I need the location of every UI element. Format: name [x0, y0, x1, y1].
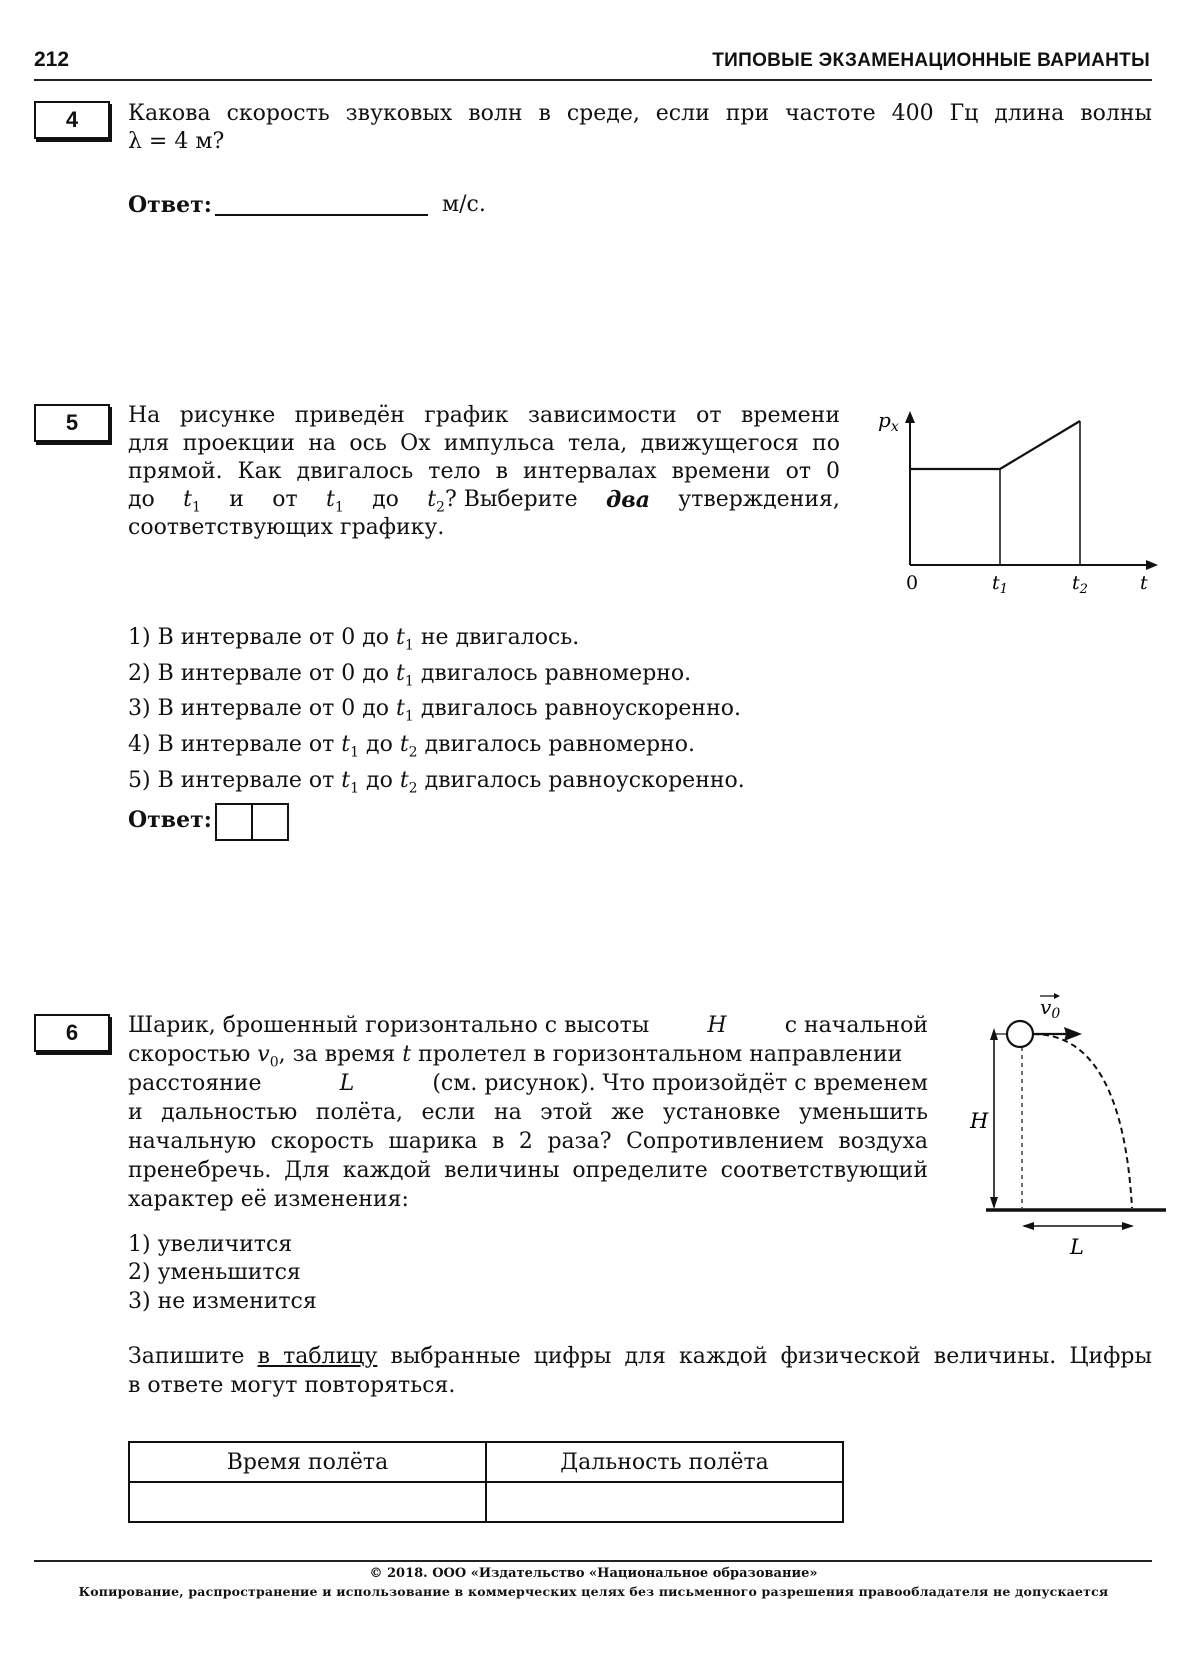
q5-answer-cell-2[interactable] — [251, 803, 289, 841]
subscript: 1 — [334, 499, 344, 516]
emphasis-two: два — [605, 487, 650, 513]
q5-answer-label: Ответ: — [128, 807, 212, 833]
list-item: 3) В интервале от 0 до $t_1$ двигалось равноускоренно. — [128, 696, 741, 725]
q4-unit: м/с. — [442, 192, 486, 217]
q6-text-line3 — [128, 1070, 928, 1099]
q5-text-line5: соответствующих графику. — [128, 515, 445, 540]
copyright-notice: Копирование, распространение и использование в коммерческих целях без письменного разрешения правообладателя не допускается — [78, 1584, 1109, 1599]
variable-v0: v — [257, 1042, 270, 1067]
list-item: 1) увеличится — [128, 1232, 293, 1257]
q5-text-line1: На рисунке приведён график зависимости от времени — [128, 403, 840, 428]
answer-cell-flight-time[interactable] — [129, 1482, 486, 1522]
q6-text-line2: скоростью $v_0$, за время t пролетел в горизонтальном направлении — [128, 1042, 903, 1071]
word: ? Выберите — [444, 487, 578, 512]
text-run: с начальной — [784, 1013, 928, 1038]
vector-bar-arrow — [1054, 993, 1060, 999]
q5-text-line2: для проекции на ось Ox импульса тела, движущегося по — [128, 431, 840, 456]
list-item: 3) не изменится — [128, 1288, 317, 1314]
q6-instruction-line1: Запишите в таблицу выбранные цифры для каждой физической величины. Цифры — [128, 1344, 1152, 1369]
q6-text-line6: пренебречь. Для каждой величины определите соответствующий — [128, 1158, 928, 1183]
t-axis-arrow — [1146, 560, 1158, 570]
q6-instruction-line2: в ответе могут повторяться. — [128, 1373, 456, 1398]
q6-text-line5: начальную скорость шарика в 2 раза? Сопротивлением воздуха — [128, 1129, 928, 1154]
trajectory — [1033, 1034, 1132, 1208]
q6-text-line7: характер её изменения: — [128, 1187, 409, 1212]
q4-text-line2: λ = 4 м? — [128, 129, 225, 154]
header-divider — [34, 79, 1152, 81]
q5-text-line3: прямой. Как двигалось тело в интервалах времени от 0 — [128, 459, 840, 484]
list-item: 5) В интервале от $t_1$ до $t_2$ двигалось равноускоренно. — [128, 767, 745, 797]
variable-t: t — [183, 487, 192, 512]
q4-text-line1: Какова скорость звуковых волн в среде, если при частоте 400 Гц длина волны — [128, 101, 1152, 126]
variable-t: t — [325, 487, 335, 512]
l-arrow-right — [1122, 1222, 1134, 1230]
t2-label: $t_2$ — [1072, 572, 1088, 597]
subscript: 2 — [436, 499, 445, 516]
table-reference: в таблицу — [257, 1344, 378, 1369]
list-item: 2) уменьшится — [128, 1260, 301, 1286]
page-number: 212 — [34, 48, 70, 71]
word: до — [128, 487, 155, 512]
q6-answer-table — [128, 1441, 844, 1523]
variable-h: H — [707, 1013, 727, 1038]
momentum-graph — [870, 405, 1160, 605]
list-item: 1) В интервале от 0 до $t_1$ не двигалось. — [128, 625, 580, 654]
word: до — [372, 487, 399, 512]
running-header: ТИПОВЫЕ ЭКЗАМЕНАЦИОННЫЕ ВАРИАНТЫ — [712, 50, 1150, 71]
text-run: (см. рисунок). Что произойдёт с временем — [432, 1071, 928, 1096]
v0-label: $v_0$ — [1040, 995, 1061, 1022]
answer-cell-flight-range[interactable] — [486, 1482, 843, 1522]
list-item: 2) В интервале от 0 до $t_1$ двигалось равномерно. — [128, 660, 692, 690]
t1-label: $t_1$ — [992, 572, 1008, 597]
question-number-box: 6 — [34, 1014, 110, 1052]
text-run: Шарик, брошенный горизонтально с высоты — [128, 1013, 650, 1038]
list-item: 4) В интервале от $t_1$ до $t_2$ двигалось равномерно. — [128, 732, 695, 761]
q6-text-line4: и дальностью полёта, если на этой же установке уменьшить — [128, 1100, 928, 1125]
projectile-figure — [952, 992, 1172, 1262]
footer-divider — [34, 1560, 1152, 1562]
word: и — [229, 487, 244, 512]
l-arrow-left — [1022, 1222, 1034, 1230]
variable-l: L — [339, 1071, 355, 1096]
p-axis-arrow — [905, 411, 915, 423]
q4-answer-field[interactable] — [215, 214, 428, 216]
t-axis-label: t — [1140, 572, 1148, 594]
subscript: 1 — [191, 499, 201, 516]
copyright: © 2018. ООО «Издательство «Национальное образование» — [369, 1566, 818, 1581]
variable-t: t — [427, 487, 437, 512]
q4-answer-label: Ответ: — [128, 192, 212, 218]
origin-label: 0 — [906, 572, 919, 594]
graph-line — [910, 421, 1080, 469]
q5-options-list — [128, 624, 745, 802]
question-number-box: 5 — [34, 404, 110, 442]
question-number-box: 4 — [34, 101, 110, 139]
table-header: Дальность полёта — [486, 1442, 843, 1482]
q5-answer-cell-1[interactable] — [215, 803, 253, 841]
ball — [1007, 1021, 1033, 1047]
table-header: Время полёта — [129, 1442, 486, 1482]
p-label: $p_x$ — [878, 408, 899, 435]
q6-text-line1 — [128, 1012, 928, 1041]
h-label: H — [970, 1109, 989, 1133]
word: от — [272, 487, 298, 512]
text-run: расстояние — [128, 1071, 262, 1096]
l-label: L — [1070, 1235, 1084, 1259]
q6-choices-list — [128, 1231, 317, 1316]
word: утверждения, — [678, 487, 840, 512]
h-arrow-bottom — [990, 1197, 998, 1209]
velocity-arrow — [1064, 1027, 1082, 1041]
